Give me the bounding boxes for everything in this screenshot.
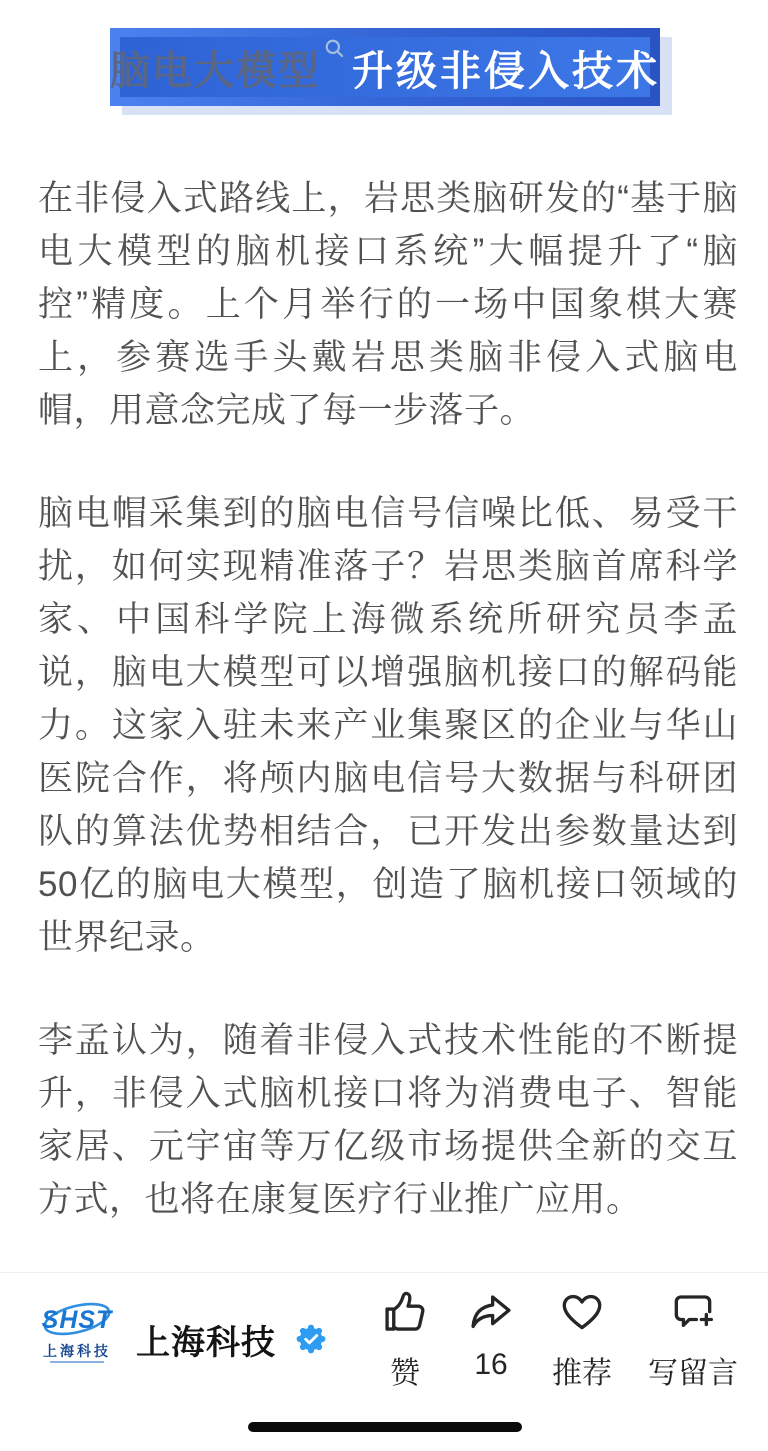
share-count-label[interactable]: 16	[474, 1347, 508, 1381]
article-body	[38, 172, 738, 1226]
home-indicator-bar[interactable]	[248, 1422, 522, 1432]
thumbs-up-icon	[380, 1287, 430, 1342]
article-header-banner	[110, 28, 660, 106]
logo-text: SHST	[41, 1305, 113, 1334]
heart-icon	[557, 1287, 607, 1342]
recommend-label[interactable]: 推荐	[552, 1356, 612, 1390]
banner-highlight-text: 脑电大模型	[110, 48, 320, 93]
like-button[interactable]	[380, 1287, 430, 1392]
banner-background	[110, 28, 660, 106]
banner-inner-panel	[110, 37, 660, 97]
banner-main-title: 升级非侵入技术	[352, 47, 660, 94]
publisher-brand[interactable]	[36, 1293, 326, 1386]
paragraph-1: 在非侵入式路线上，岩思类脑研发的“基于脑电大模型的脑机接口系统”大幅提升了“脑控”精度。上个月举行的一场中国象棋大赛上，参赛选手头戴岩思类脑非侵入式脑电帽，用意念完成了每一步落子。	[38, 179, 738, 430]
write-comment-button[interactable]	[648, 1287, 738, 1392]
search-icon	[322, 36, 348, 67]
write-comment-label[interactable]: 写留言	[648, 1356, 738, 1390]
comment-plus-icon	[668, 1287, 718, 1342]
publisher-name[interactable]: 上海科技	[136, 1323, 276, 1362]
footer-bar	[0, 1273, 768, 1405]
verified-badge-icon	[296, 1324, 326, 1359]
publisher-logo	[36, 1293, 118, 1386]
paragraph-2: 脑电帽采集到的脑电信号信噪比低、易受干扰，如何实现精准落子？岩思类脑首席科学家、中国科学院上海微系统所研究员李孟说，脑电大模型可以增强脑机接口的解码能力。这家入驻未来产业集聚区的企业与华山医院合作，将颅内脑电信号大数据与科研团队的算法优势相结合，已开发出参数量达到50亿的脑电大模型，创造了脑机接口领域的世界纪录。	[38, 494, 738, 957]
like-label[interactable]: 赞	[390, 1356, 420, 1390]
paragraph-3: 李孟认为，随着非侵入式技术性能的不断提升，非侵入式脑机接口将为消费电子、智能家居、元宇宙等万亿级市场提供全新的交互方式，也将在康复医疗行业推广应用。	[38, 1021, 738, 1219]
share-button[interactable]	[466, 1287, 516, 1382]
logo-subtext: 上海科技	[43, 1342, 111, 1359]
share-arrow-icon	[466, 1287, 516, 1342]
action-bar	[380, 1287, 738, 1392]
recommend-button[interactable]	[552, 1287, 612, 1392]
